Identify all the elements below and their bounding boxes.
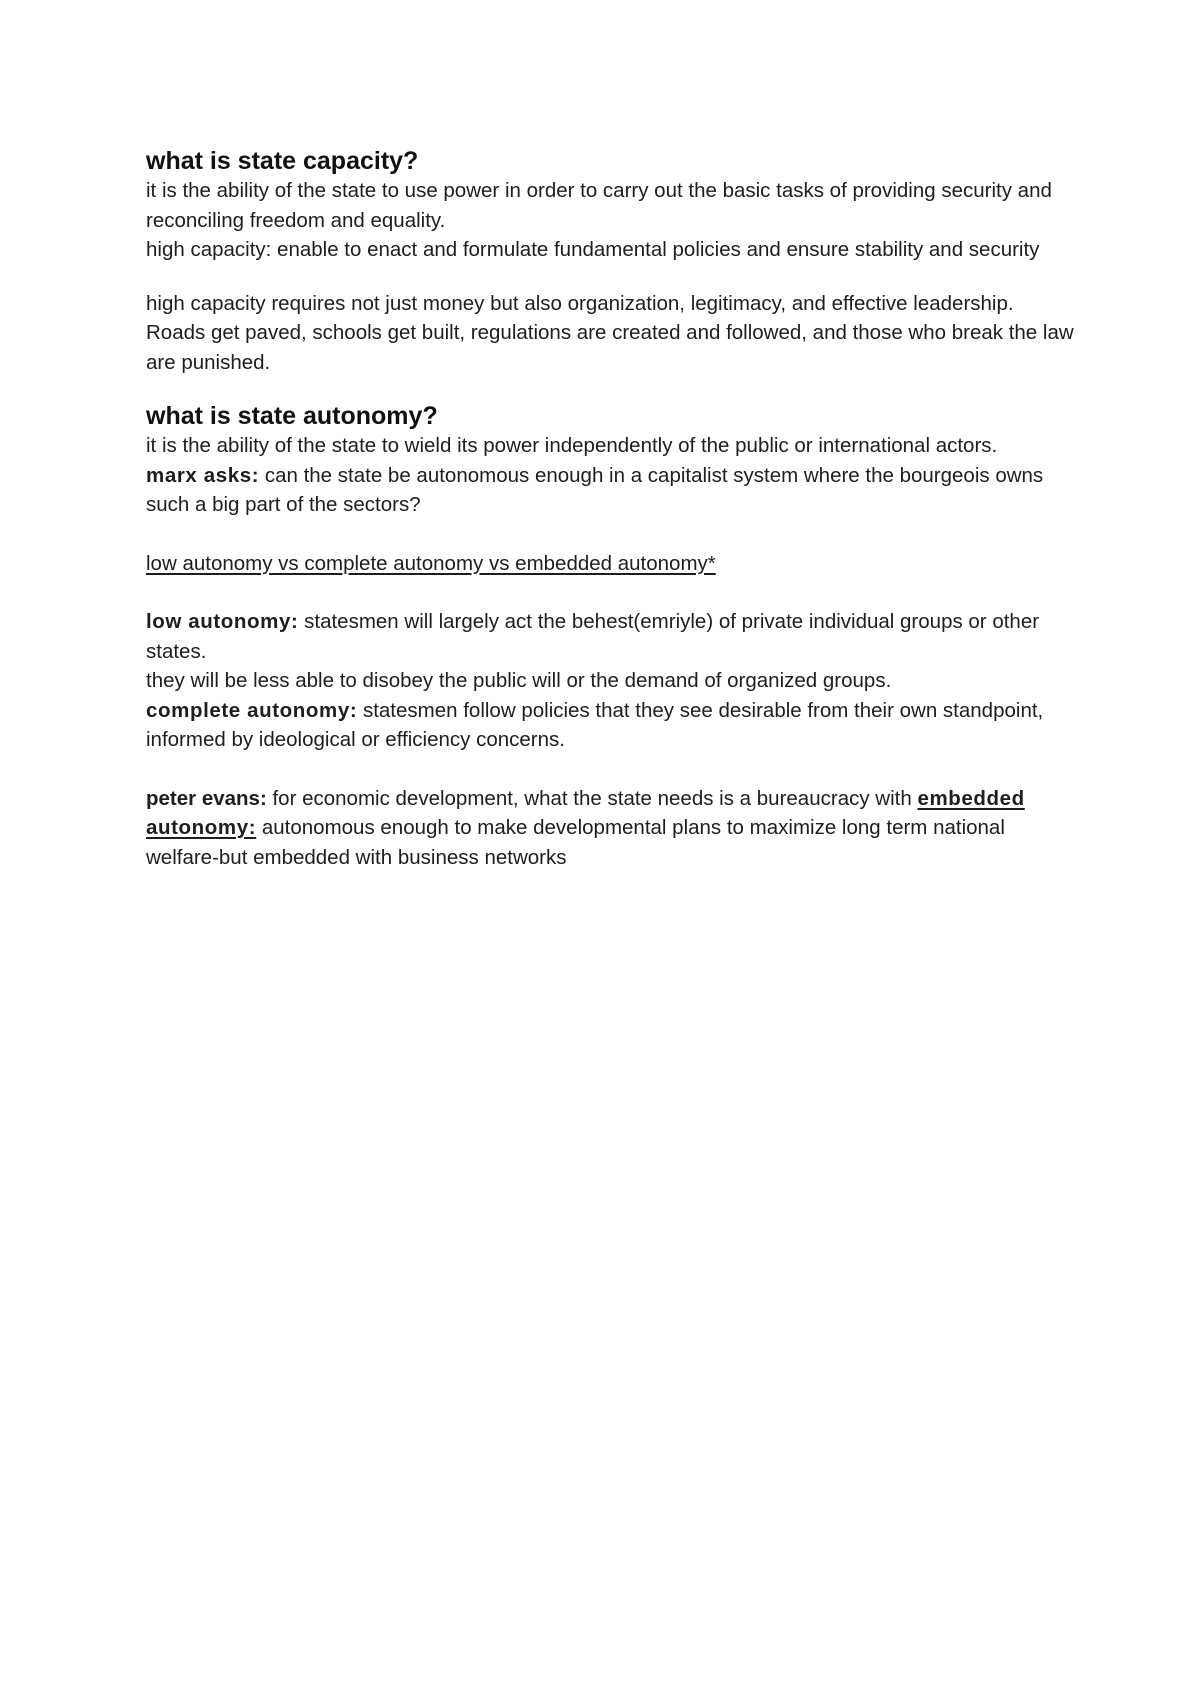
high-capacity-requirements: high capacity requires not just money but also organization, legitimacy, and effective leadership. Roads get paved, schools get built, regulations are created and followed, and those who break the law are punished. xyxy=(146,291,1074,374)
marx-question xyxy=(146,461,1076,520)
state-autonomy-definition: it is the ability of the state to wield its power independently of the public or international actors. xyxy=(146,434,998,457)
paragraph-spacer xyxy=(146,377,1076,401)
low-autonomy-text: statesmen will largely act the behest(emriyle) of private individual groups or other states. xyxy=(146,610,1040,663)
state-capacity-definition: it is the ability of the state to use power in order to carry out the basic tasks of providing security and reconciling freedom and equality. xyxy=(146,179,1052,232)
paragraph-spacer xyxy=(146,520,1076,549)
peter-evans-text: for economic development, what the state needs is a bureaucracy with xyxy=(266,786,912,810)
high-capacity-description: high capacity: enable to enact and formulate fundamental policies and ensure stability and security xyxy=(146,238,1040,261)
marx-label: marx asks: xyxy=(146,463,260,487)
heading-state-capacity: what is state capacity? xyxy=(146,147,419,175)
low-autonomy-label: low autonomy: xyxy=(146,610,299,633)
embedded-autonomy-text: autonomous enough to make developmental plans to maximize long term national welfare-but embedded with business networks xyxy=(146,816,1005,869)
complete-autonomy-definition xyxy=(146,696,1076,755)
complete-autonomy-text: statesmen follow policies that they see desirable from their own standpoint, informed by ideological or efficiency concerns. xyxy=(146,698,1044,751)
marx-text: can the state be autonomous enough in a capitalist system where the bourgeois owns such a big part of the sectors? xyxy=(146,463,1044,516)
low-autonomy-detail: they will be less able to disobey the public will or the demand of organized groups. xyxy=(146,669,892,692)
paragraph-spacer xyxy=(146,578,1076,607)
paragraph-spacer xyxy=(146,265,1076,289)
heading-state-autonomy: what is state autonomy? xyxy=(146,402,438,430)
autonomy-comparison-text: low autonomy vs complete autonomy vs embedded autonomy* xyxy=(146,551,716,575)
document-body xyxy=(146,146,1076,872)
peter-evans-paragraph xyxy=(146,784,1076,873)
paragraph-spacer xyxy=(146,755,1076,784)
low-autonomy-definition xyxy=(146,607,1076,666)
autonomy-comparison xyxy=(146,549,1076,579)
peter-evans-label: peter evans: xyxy=(146,786,267,810)
embedded-autonomy-label: embedded autonomy: xyxy=(146,786,1025,839)
complete-autonomy-label: complete autonomy: xyxy=(146,698,358,722)
